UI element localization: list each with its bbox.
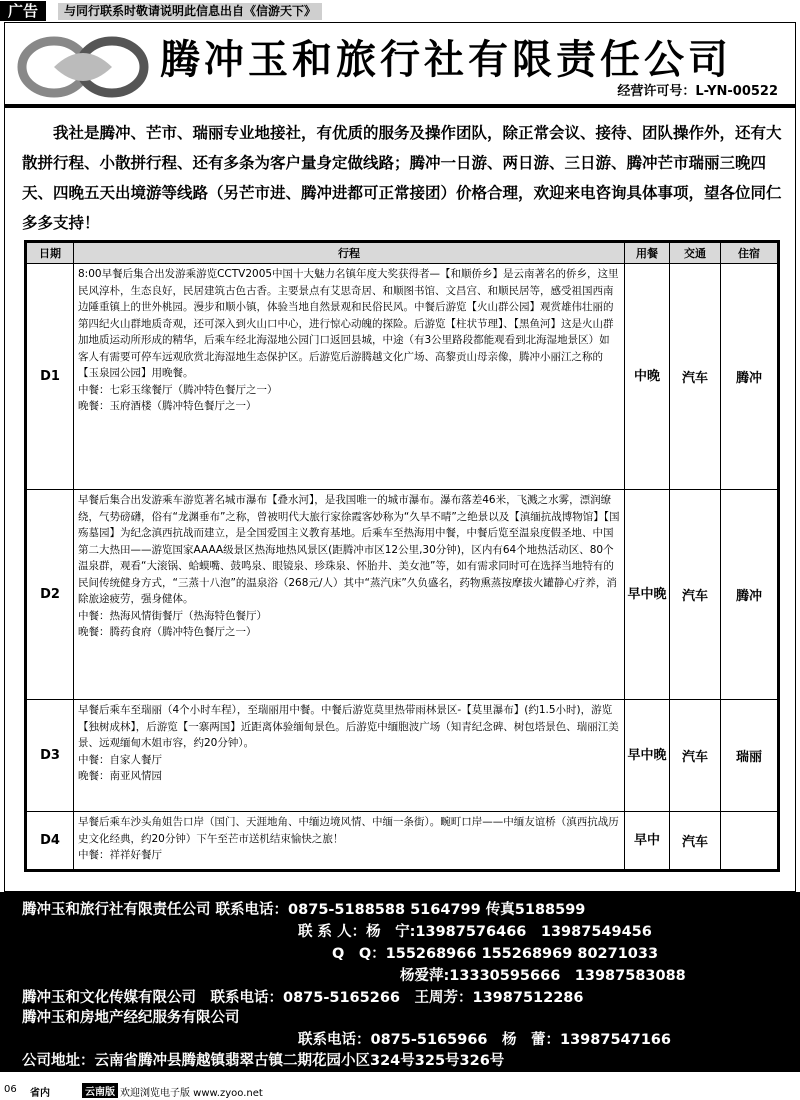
contact-block — [0, 892, 800, 1072]
header-trip: 行程 — [74, 243, 625, 264]
intro-paragraph — [22, 118, 784, 238]
day-cell: D1 — [27, 264, 74, 490]
contact-line-realestate-phone: 联系电话：0875-5165966 杨 蕾：13987547166 — [298, 1032, 671, 1048]
lunch-text: 中餐：自家人餐厅 — [78, 753, 162, 766]
header-stay: 住宿 — [721, 243, 778, 264]
section-label: 省内 — [30, 1088, 50, 1099]
contact-line-address: 公司地址：云南省腾冲县腾越镇翡翠古镇二期花园小区324号325号326号 — [22, 1053, 505, 1069]
table-row — [27, 812, 778, 870]
source-note: 与同行联系时敬请说明此信息出自《信游天下》 — [58, 3, 322, 20]
contact-line-person2: 杨爱萍:13330595666 13987583088 — [400, 968, 686, 984]
stay-cell — [721, 812, 778, 870]
table-row — [27, 264, 778, 490]
trip-cell — [74, 700, 625, 812]
dinner-text: 晚餐：玉府酒楼（腾冲特色餐厅之一） — [78, 400, 257, 412]
table-header-row — [27, 243, 778, 264]
lunch-text: 中餐：七彩玉缘餐厅（腾冲特色餐厅之一） — [78, 383, 278, 396]
brand-label: 云南版 — [82, 1083, 118, 1098]
lunch-text: 中餐：祥祥好餐厅 — [78, 849, 162, 861]
stay-cell: 腾冲 — [721, 264, 778, 490]
header-meal: 用餐 — [625, 243, 670, 264]
stay-cell: 瑞丽 — [721, 700, 778, 812]
transport-cell: 汽车 — [670, 812, 721, 870]
intro-text: 我社是腾冲、芒市、瑞丽专业地接社，有优质的服务及操作团队，除正常会议、接待、团队操作外，还有大散拼行程、小散拼行程、还有多条为客户量身定做线路；腾冲一日游、两日游、三日游、腾冲芒市瑞丽三晚四天、四晚五天出境游等线路（另芒市进、腾冲进都可正常接团）价格合理，欢迎来电咨询具体事项，望各位同仁多多支持！ — [22, 124, 782, 232]
contact-line-agency: 腾冲玉和旅行社有限责任公司 联系电话：0875-5188588 5164799 传真5188599 — [22, 902, 586, 918]
contact-line-realestate: 腾冲玉和房地产经纪服务有限公司 — [22, 1010, 240, 1026]
header-transport: 交通 — [670, 243, 721, 264]
header-day: 日期 — [27, 243, 74, 264]
ezine-link[interactable]: 欢迎浏览电子版 www.zyoo.net — [120, 1088, 263, 1099]
trip-cell — [74, 490, 625, 700]
trip-cell — [74, 812, 625, 870]
meal-cell: 中晚 — [625, 264, 670, 490]
day-cell: D2 — [27, 490, 74, 700]
dinner-text: 晚餐：腾药食府（腾冲特色餐厅之一） — [78, 626, 257, 638]
contact-line-qq: Q Q：155268966 155268969 80271033 — [332, 946, 659, 962]
trip-text: 早餐后集合出发游乘车游览著名城市瀑布【叠水河】，是我国唯一的城市瀑布。瀑布落差46米，飞溅之水雾，漂润缭绕，气势磅礴，俗有“龙渊垂布”之称，曾被明代大旅行家徐霞客妙称为“久旱不晴”之绝景以及【滇缅抗战博物馆】【国殇墓园】为纪念滇西抗战而建立，是全国爱国主义教育基地。后乘车至热海用中餐，中餐后览至温泉度假圣地、中国第二大热田——游览国家AAAA级景区热海地热风景区(距腾冲市区12公里,30分钟)，区内有64个地热活动区、80个温泉群，观看“大滚锅、蛤蟆嘴、鼓鸣泉、眼镜泉、珍珠泉、怀胎井、美女池”等，如有需求同时可在选择当地特有的民间传统健身方式，“三蒸十八泡”的温泉浴（268元/人）其中“蒸汽床”久负盛名，药物熏蒸按摩拔火罐静心疗养，消除旅途疲劳，强身健体。 — [78, 494, 620, 605]
trip-cell — [74, 264, 625, 490]
table-row — [27, 700, 778, 812]
ad-tag: 广告 — [0, 1, 46, 21]
trip-text: 早餐后乘车沙头角姐告口岸（国门、天涯地角、中缅边境风情、中缅一条街）。畹町口岸——中缅友谊桥（滇西抗战历史文化经典，约20分钟）下午至芒市送机结束愉快之旅！ — [78, 816, 619, 845]
meal-cell: 早中晚 — [625, 490, 670, 700]
lunch-text: 中餐：热海风情街餐厅（热海特色餐厅） — [78, 609, 267, 622]
day-cell: D4 — [27, 812, 74, 870]
stay-cell: 腾冲 — [721, 490, 778, 700]
meal-cell: 早中晚 — [625, 700, 670, 812]
trip-text: 早餐后乘车至瑞丽（4个小时车程），至瑞丽用中餐。中餐后游览莫里热带雨林景区-【莫里瀑布】(约1.5小时)，游览【独树成林】，后游览【一寨两国】近距离体验缅甸景色。后游览中缅胞波广场（知青纪念碑、树包塔景色、瑞丽江美景、远观缅甸木姐市容，约20分钟）。 — [78, 704, 619, 749]
transport-cell: 汽车 — [670, 490, 721, 700]
trip-text: 8:00早餐后集合出发游乘游览CCTV2005中国十大魅力名镇年度大奖获得者—【和顺侨乡】是云南著名的侨乡，这里民风淳朴，生态良好，民居建筑古色古香。主要景点有艾思奇居、和顺图书馆、文昌宫、和顺民居等，感受祖国西南边陲重镇上的世外桃园。漫步和顺小镇，体验当地自然景观和民俗民风。中餐后游览【火山群公园】观赏雄伟壮丽的第四纪火山群地质奇观，还可深入到火山口中心，进行惊心动魄的探险。后游览【柱状节理】、【黑鱼河】这是火山群加地质运动所形成的精华，后乘车经北海湿地公园门口返回县城，中途（有3公里路段都能观看到北海湿地景区）如客人有需要可停车远观欣赏北海湿地生态保护区。后游览后游腾越文化广场、高黎贡山母亲像，腾冲小丽江之称的【玉泉园公园】用晚餐。 — [78, 268, 619, 379]
transport-cell: 汽车 — [670, 700, 721, 812]
contact-line-media: 腾冲玉和文化传媒有限公司 联系电话：0875-5165266 王周芳：13987512286 — [22, 990, 584, 1006]
page-number: 06 — [4, 1084, 17, 1095]
itinerary-table — [24, 240, 780, 872]
page-footer — [0, 1080, 800, 1100]
company-logo-icon — [14, 34, 152, 100]
transport-cell: 汽车 — [670, 264, 721, 490]
day-cell: D3 — [27, 700, 74, 812]
meal-cell: 早中 — [625, 812, 670, 870]
top-bar — [0, 0, 800, 22]
table-row — [27, 490, 778, 700]
contact-line-person: 联 系 人：杨 宁:13987576466 13987549456 — [298, 924, 652, 940]
header-divider — [4, 104, 796, 108]
dinner-text: 晚餐：南亚风情园 — [78, 770, 162, 782]
license-number: 经营许可号：L-YN-00522 — [617, 84, 778, 99]
company-title: 腾冲玉和旅行社有限责任公司 — [160, 36, 732, 83]
